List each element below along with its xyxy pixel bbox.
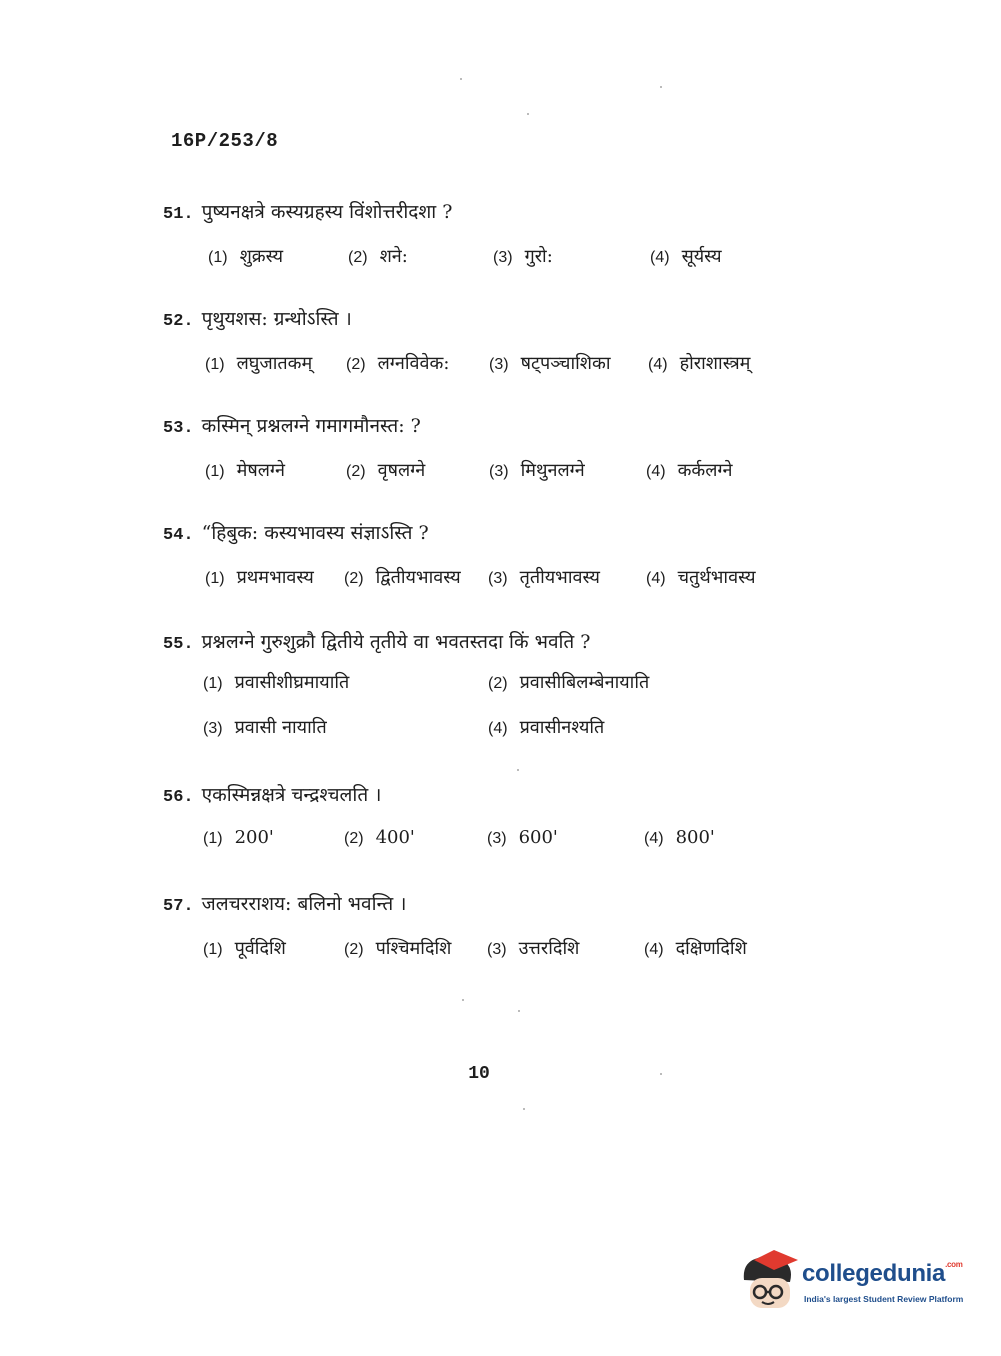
option-2: (2) द्वितीयभावस्य: [344, 567, 461, 588]
option-4: (4) प्रवासीनश्यति: [488, 717, 605, 738]
scan-speck: [660, 1073, 662, 1075]
scan-speck: [462, 999, 464, 1001]
question-52: [163, 306, 863, 385]
option-4: (4) सूर्यस्य: [650, 246, 722, 267]
question-text: प्रश्नलग्ने गुरुशुक्रौ द्वितीये तृतीये वा भवतस्तदा किं भवति ?: [201, 631, 591, 653]
scan-speck: [523, 1108, 525, 1110]
option-2: (2) प्रवासीबिलम्बेनायाति: [488, 672, 650, 693]
logo-wordmark: collegedunia$^{.com}$: [802, 1260, 963, 1287]
page-number: 10: [468, 1064, 490, 1084]
question-text: पुष्यनक्षत्रे कस्यग्रहस्य विंशोत्तरीदशा ?: [201, 201, 453, 223]
question-number: 51.: [163, 205, 194, 224]
option-4: (4) दक्षिणदिशि: [644, 938, 747, 959]
option-2: (2) शने:: [348, 246, 408, 267]
scan-speck: [518, 1010, 520, 1012]
option-1: (1) लघुजातकम्: [205, 353, 313, 374]
question-number: 54.: [163, 526, 194, 545]
option-3: (3) उत्तरदिशि: [487, 938, 580, 959]
option-2: (2) पश्चिमदिशि: [344, 938, 452, 959]
question-57: [163, 891, 863, 970]
question-55: [163, 629, 863, 760]
question-text: जलचरराशय: बलिनो भवन्ति ।: [201, 893, 407, 915]
question-text: “हिबुक: कस्यभावस्य संज्ञाऽस्ति ?: [201, 522, 429, 544]
question-56: [163, 782, 863, 861]
question-text: एकस्मिन्नक्षत्रे चन्द्रश्चलति ।: [201, 784, 382, 806]
options-row: [163, 936, 863, 970]
scan-speck: [460, 78, 462, 80]
question-text: पृथुयशस: ग्रन्थोऽस्ति ।: [201, 308, 352, 330]
option-4: (4) कर्कलग्ने: [646, 460, 733, 481]
mascot-icon: [740, 1248, 800, 1318]
option-2: (2) 400': [344, 827, 415, 848]
option-2: (2) लग्नविवेक:: [346, 353, 450, 374]
option-4: (4) होराशास्त्रम्: [648, 353, 751, 374]
option-4: (4) 800': [644, 827, 715, 848]
paper-code: 16P/253/8: [171, 130, 279, 152]
options-row: [163, 458, 863, 492]
option-3: (3) गुरो:: [493, 246, 553, 267]
option-3: (3) तृतीयभावस्य: [488, 567, 600, 588]
options-row: [163, 351, 863, 385]
question-number: 53.: [163, 419, 194, 438]
option-1: (1) प्रवासीशीघ्रमायाति: [203, 672, 350, 693]
option-3: (3) मिथुनलग्ने: [489, 460, 585, 481]
scan-speck: [517, 769, 519, 771]
collegedunia-logo: [740, 1248, 970, 1318]
option-4: (4) चतुर्थभावस्य: [646, 567, 756, 588]
option-3: (3) षट्पञ्चाशिका: [489, 353, 611, 374]
options-grid: [163, 670, 863, 760]
option-2: (2) वृषलग्ने: [346, 460, 426, 481]
options-row: [163, 565, 863, 599]
option-3: (3) प्रवासी नायाति: [203, 717, 327, 738]
option-1: (1) शुक्रस्य: [208, 246, 284, 267]
options-row: [163, 827, 863, 861]
question-number: 56.: [163, 788, 194, 807]
option-1: (1) 200': [203, 827, 274, 848]
option-3: (3) 600': [487, 827, 558, 848]
question-54: [163, 520, 863, 599]
question-51: [163, 199, 863, 278]
question-number: 52.: [163, 312, 194, 331]
scan-speck: [660, 86, 662, 88]
question-text: कस्मिन् प्रश्नलग्ने गमागमौनस्त: ?: [201, 415, 421, 437]
option-1: (1) पूर्वदिशि: [203, 938, 286, 959]
question-53: [163, 413, 863, 492]
option-1: (1) मेषलग्ने: [205, 460, 285, 481]
option-1: (1) प्रथमभावस्य: [205, 567, 314, 588]
question-number: 57.: [163, 897, 194, 916]
logo-suffix: .com: [945, 1260, 963, 1269]
scan-speck: [527, 113, 529, 115]
options-row: [163, 244, 863, 278]
logo-tagline: India's largest Student Review Platform: [804, 1294, 964, 1304]
question-number: 55.: [163, 635, 194, 654]
